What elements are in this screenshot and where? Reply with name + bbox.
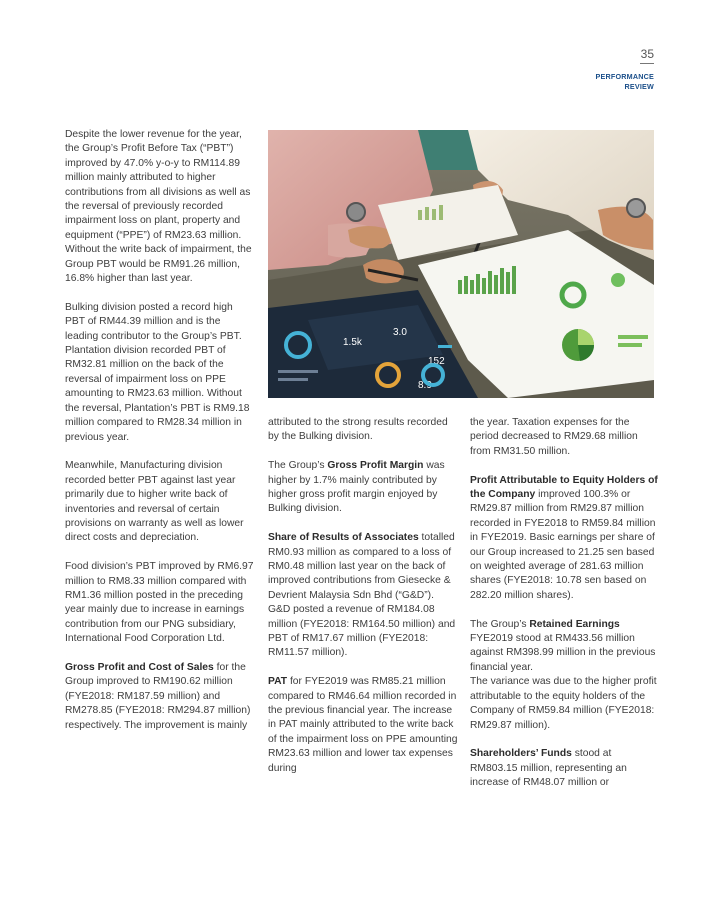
paragraph-gross-profit-margin xyxy=(268,459,458,517)
paragraph-pbt-overview: Despite the lower revenue for the year, the Group’s Profit Before Tax (“PBT”) improved by 47.0% y-o-y to RM114.89 million mainly attributed to higher contributions from all divisions as well as the reversal of previously recorded impairment loss on plant, property and equipment (“PPE”) of RM23.63 million. Without the write back of impairment, the Group PBT would be RM91.26 million, 16.8% higher than last year. xyxy=(65,129,252,285)
heading-gross-profit-cost: Gross Profit and Cost of Sales xyxy=(65,661,214,673)
text-column-1 xyxy=(65,128,255,747)
photo-report-number-1: 1.5k xyxy=(343,337,362,348)
retained-intro: The Group’s xyxy=(470,618,530,630)
meeting-photo xyxy=(268,130,654,398)
photo-report-number-3: 152 xyxy=(428,356,445,367)
paragraph-gross-profit xyxy=(65,661,255,733)
heading-shareholders-funds: Shareholders’ Funds xyxy=(470,748,572,760)
page-number-rule xyxy=(640,63,654,64)
heading-retained-earnings: Retained Earnings xyxy=(529,618,620,630)
paragraph-shareholders-funds xyxy=(470,747,660,790)
paragraph-associates xyxy=(268,531,458,661)
section-tag-line1: PERFORMANCE xyxy=(595,72,654,81)
paragraph-retained-earnings xyxy=(470,618,660,733)
heading-pat: PAT xyxy=(268,676,288,688)
associates-text: totalled RM0.93 million as compared to a loss of RM0.48 million last year on the back of improved contributions from Giesecke & Devrient Malaysia Sdn Bhd (“G&D”). G&D posted a revenue of RM184.08 million (FYE2018: RM164.50 million) and PBT of RM17.67 million (FYE2018: RM11.57 million). xyxy=(268,532,456,659)
shareholders-funds-text: stood at RM803.15 million, representing an increase of RM48.07 million or xyxy=(470,748,627,789)
heading-share-of-results: Share of Results of Associates xyxy=(268,532,419,544)
heading-profit-attributable: Profit Attributable to Equity Holders of the Company xyxy=(470,474,658,501)
text-column-2 xyxy=(268,416,458,791)
section-tag-line2: REVIEW xyxy=(624,81,654,91)
photo-report-number-4: 8.9 xyxy=(418,380,432,391)
paragraph-taxation: the year. Taxation expenses for the period decreased to RM29.68 million from RM31.50 million. xyxy=(470,417,638,457)
photo-report-number-2: 3.0 xyxy=(393,327,407,338)
paragraph-gross-profit-text: for the Group improved to RM190.62 million (FYE2018: RM187.59 million) and RM278.85 (FYE2018: RM294.87 million) respectively. The improvement is mainly xyxy=(65,661,251,731)
paragraph-food: Food division’s PBT improved by RM6.97 million to RM8.33 million compared with RM1.36 million posted in the preceding year mainly due to increase in earnings contribution from our PNG subsidiary, International Food Corporation Ltd. xyxy=(65,561,254,645)
paragraph-bulking-plantation: Bulking division posted a record high PBT of RM44.39 million and is the leading contributor to the Group’s PBT. Plantation division recorded PBT of RM32.81 million on the back of the reversal of impairment loss on PPE amounting to RM23.63 million. Without the reversal, Plantation’s PBT is RM9.18 million compared to RM28.34 million in previous year. xyxy=(65,301,250,443)
heading-gross-profit-margin: Gross Profit Margin xyxy=(327,460,424,472)
page-number: 35 xyxy=(640,47,654,61)
gpm-text: was higher by 1.7% mainly contributed by higher gross profit margin enjoyed by Bulking division. xyxy=(268,460,445,515)
paragraph-profit-attributable xyxy=(470,474,660,604)
section-tag xyxy=(595,72,654,91)
paragraph-manufacturing: Meanwhile, Manufacturing division recorded better PBT against last year primarily due to higher write back of inventories and reversal of certain provisions on warranty as well as lower direct costs and depreciation. xyxy=(65,460,244,544)
text-column-3 xyxy=(470,416,660,805)
paragraph-pat xyxy=(268,675,458,776)
gpm-intro: The Group’s xyxy=(268,460,328,472)
retained-text: FYE2019 stood at RM433.56 million against RM398.99 million in the previous financial year. xyxy=(470,633,656,673)
paragraph-bulking-results: attributed to the strong results recorded by the Bulking division. xyxy=(268,417,448,443)
profit-attributable-text: improved 100.3% or RM29.87 million from RM29.87 million recorded in FYE2018 to RM59.84 million in FYE2019. Basic earnings per share of our Group increased to 21.25 sen based on weighted average of 281.63 million shares (FYE2018: 10.78 sen based on 282.20 million shares). xyxy=(470,489,656,601)
pat-text: for FYE2019 was RM85.21 million compared to RM46.64 million recorded in the previous financial year. The increase in PAT mainly attributed to the write back of the impairment loss on PPE amounting RM23.63 million and lower tax expenses during xyxy=(268,676,458,774)
retained-variance-text: The variance was due to the higher profit attributable to the equity holders of the Company of RM59.84 million (FYE2018: RM29.87 million). xyxy=(470,676,657,731)
